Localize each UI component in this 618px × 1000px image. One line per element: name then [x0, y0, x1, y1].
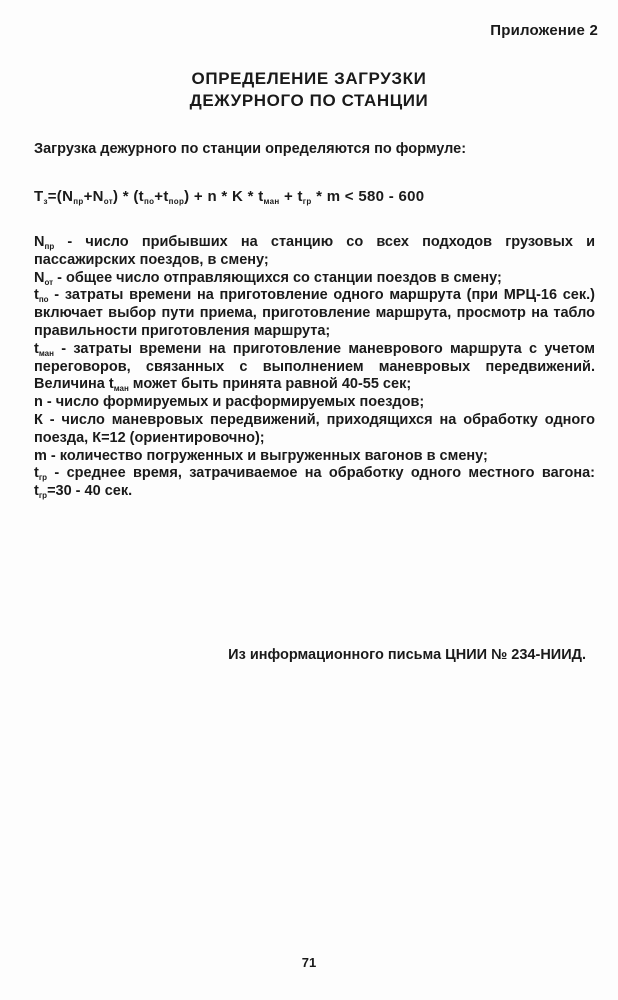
definitions-block	[34, 234, 595, 501]
formula-part: ) + n * K * t	[184, 188, 264, 205]
definition-n-ot	[34, 270, 595, 288]
definition-subscript: ман	[113, 384, 129, 394]
formula-part: ) * (t	[113, 188, 144, 205]
definition-m	[34, 448, 595, 466]
appendix-label: Приложение 2	[490, 22, 598, 39]
definition-symbol: N	[34, 234, 45, 250]
formula-subscript: от	[103, 197, 113, 206]
formula-subscript: пор	[168, 197, 185, 206]
definition-n-pr	[34, 234, 595, 270]
formula-subscript: пр	[73, 197, 84, 206]
definition-t-gr	[34, 465, 595, 501]
definition-n	[34, 394, 595, 412]
intro-text: Загрузка дежурного по станции определяются по формуле:	[34, 141, 467, 157]
source-reference: Из информационного письма ЦНИИ № 234-НИИД.	[228, 647, 586, 663]
definition-t-man	[34, 341, 595, 394]
definition-symbol: t	[34, 340, 39, 357]
formula-part: +t	[154, 188, 169, 205]
definition-symbol: t	[108, 376, 114, 393]
definition-text: может быть принята равной 40-55 сек;	[128, 376, 412, 393]
formula-subscript: по	[143, 197, 155, 206]
definition-subscript: по	[38, 295, 49, 305]
definition-symbol: t	[34, 287, 39, 304]
title-line-1: ОПРЕДЕЛЕНИЕ ЗАГРУЗКИ	[191, 69, 427, 88]
formula-subscript: з	[43, 197, 48, 206]
formula-part: =(N	[47, 188, 74, 205]
page-number: 71	[301, 955, 317, 970]
definition-k	[34, 412, 595, 448]
definition-subscript: пр	[44, 242, 55, 251]
definition-subscript: гр	[38, 473, 48, 483]
definition-text: - затраты времени на приготовление маневрового маршрута с учетом переговоров, связанных с выполнением маневровых передвижений. Величина	[34, 340, 595, 393]
definition-subscript: ман	[38, 348, 54, 358]
definition-text: - среднее время, затрачиваемое на обработку одного местного вагона:	[47, 465, 595, 482]
formula-subscript: ман	[263, 197, 280, 206]
definition-text: - число прибывших на станцию со всех подходов грузовых и пассажирских поездов, в смену;	[34, 234, 595, 268]
formula-part: * m < 580 - 600	[311, 188, 425, 205]
definition-text: m - количество погруженных и выгруженных вагонов в смену;	[34, 447, 488, 464]
definition-symbol: t	[34, 483, 39, 500]
definition-text: К - число маневровых передвижений, приходящихся на обработку одного поезда, К=12 (ориентировочно);	[34, 411, 595, 446]
formula-part: T	[34, 188, 44, 205]
definition-subscript: от	[44, 277, 54, 287]
definition-text: n - число формируемых и расформируемых поездов;	[34, 394, 425, 411]
definition-text: - общее число отправляющихся со станции поездов в смену;	[53, 269, 502, 286]
definition-t-po	[34, 287, 595, 340]
definition-symbol: t	[34, 465, 39, 482]
definition-subscript: гр	[38, 491, 48, 501]
formula-part: + t	[279, 188, 303, 205]
load-formula	[34, 188, 594, 205]
page-title	[0, 68, 618, 112]
formula-part: +N	[83, 188, 104, 205]
definition-text: =30 - 40 сек.	[47, 483, 133, 500]
title-line-2: ДЕЖУРНОГО ПО СТАНЦИИ	[189, 91, 429, 110]
definition-text: - затраты времени на приготовление одного маршрута (при МРЦ-16 сек.) включает выбор пути приема, приготовление маршрута, просмотр на табло правильности приготовления маршрута;	[34, 287, 595, 339]
definition-symbol: N	[34, 269, 45, 286]
formula-subscript: гр	[302, 197, 312, 206]
